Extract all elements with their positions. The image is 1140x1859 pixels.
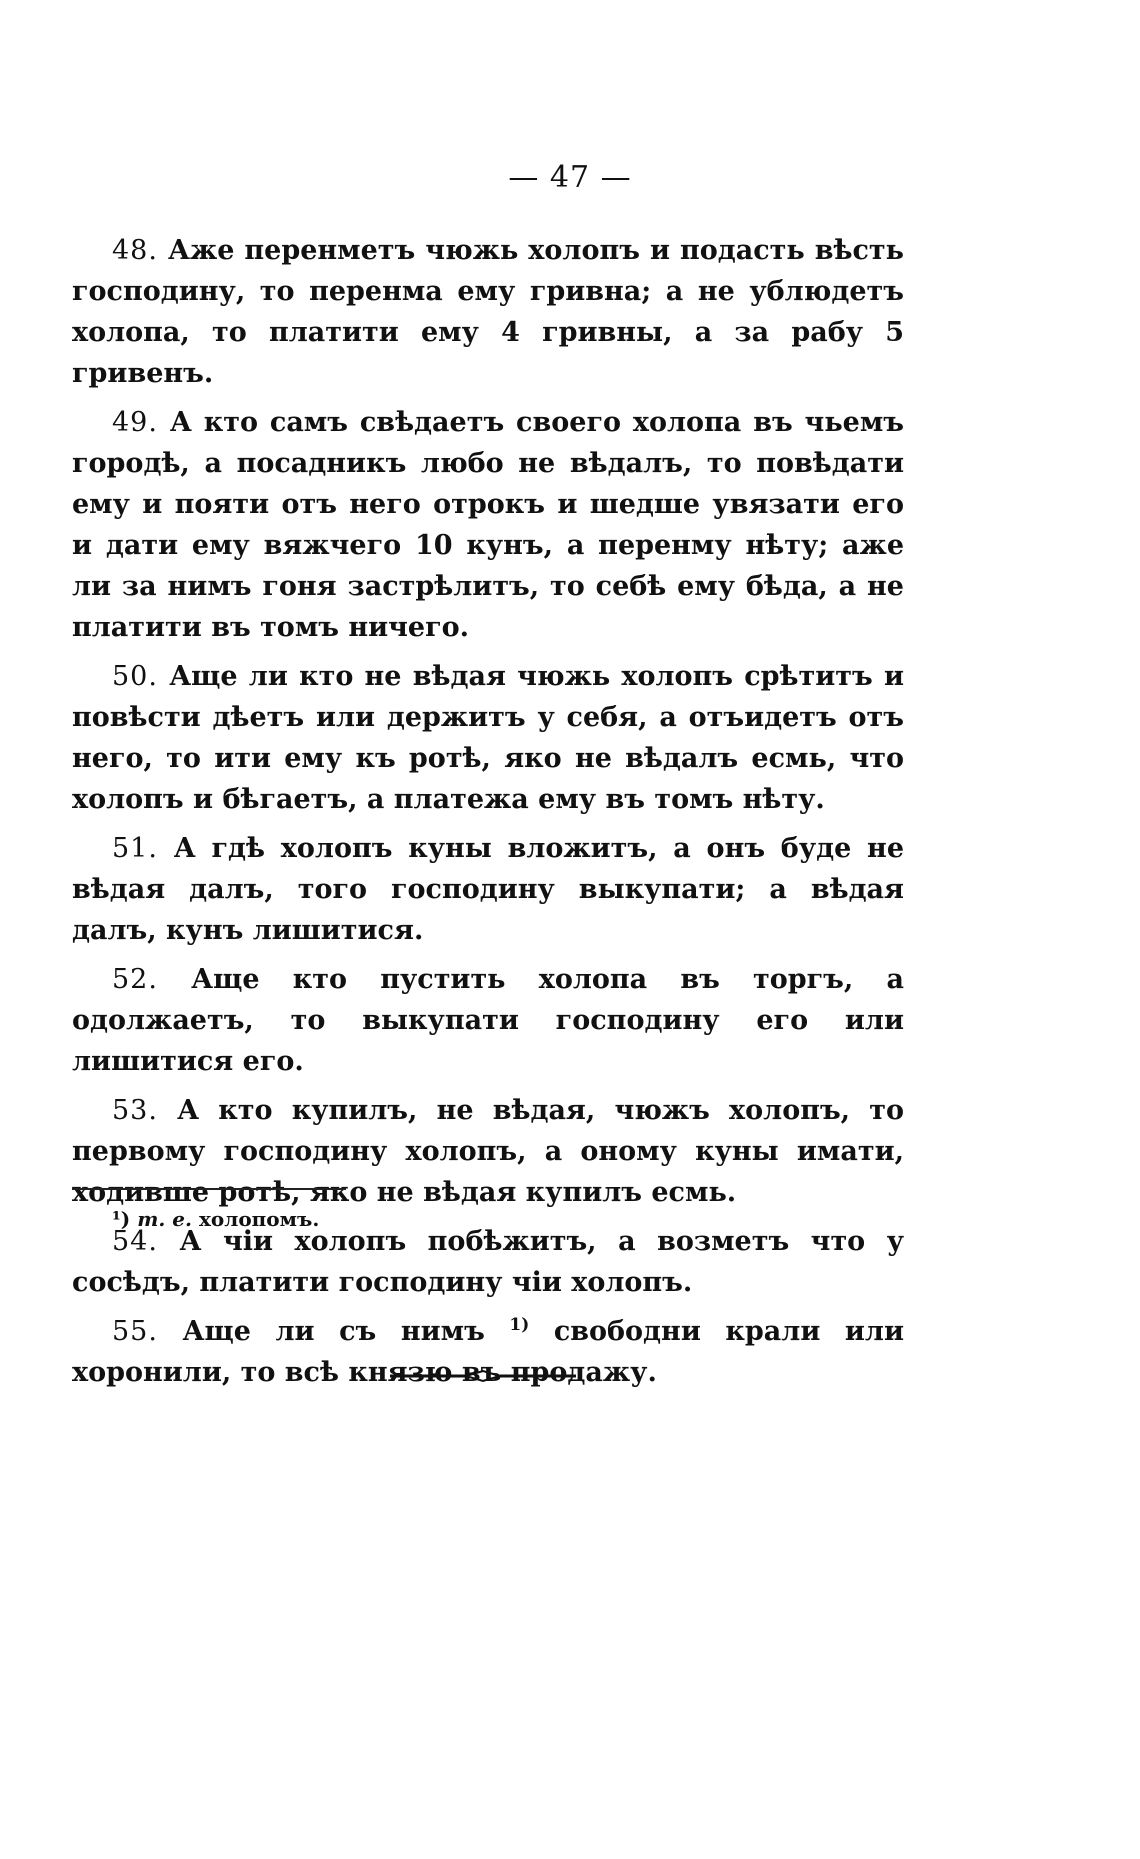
article-54 <box>72 1221 904 1303</box>
footnote-marker: ¹) <box>112 1207 131 1231</box>
footnote-abbreviation: т. е. <box>137 1207 192 1231</box>
article-53 <box>72 1090 904 1213</box>
article-49 <box>72 402 904 648</box>
article-text: А кто самъ свѣдаетъ своего холопа въ чьемъ городѣ, а посадникъ любо не вѣдалъ, то повѣдати ему и пояти отъ него отрокъ и шедше увязати его и дати ему вяжчего 10 кунъ, а перенму нѣту; аже ли за нимъ гоня застрѣлитъ, то себѣ ему бѣда, а не платити въ томъ ничего. <box>72 407 904 643</box>
footnote-text: холопомъ. <box>198 1207 320 1231</box>
article-text: А чіи холопъ побѣжитъ, а возметъ что у сосѣдъ, платити господину чіи холопъ. <box>72 1226 904 1298</box>
page-number: — 47 — <box>508 160 632 195</box>
article-text: А кто купилъ, не вѣдая, чюжъ холопъ, то первому господину холопъ, а оному куны имати, ходивше ротѣ, яко не вѣдая купилъ есмь. <box>72 1095 904 1208</box>
article-number: 51. <box>112 833 158 864</box>
end-ornament-icon <box>390 1368 576 1384</box>
article-number: 55. <box>112 1316 158 1347</box>
article-50 <box>72 656 904 820</box>
article-number: 49. <box>112 407 158 438</box>
article-number: 53. <box>112 1095 158 1126</box>
article-number: 50. <box>112 661 158 692</box>
article-48 <box>72 230 904 394</box>
article-number: 48. <box>112 235 158 266</box>
article-51 <box>72 828 904 951</box>
article-text: Аще ли кто не вѣдая чюжь холопъ срѣтитъ и повѣсти дѣетъ или держитъ у себя, а отъидетъ отъ него, то ити ему къ ротѣ, яко не вѣдалъ есмь, что холопъ и бѣгаетъ, а платежа ему въ томъ нѣту. <box>72 661 904 815</box>
article-text: Аще ли съ нимъ <box>182 1316 485 1347</box>
footnote-divider <box>72 1188 346 1190</box>
article-text: Аще кто пустить холопа въ торгъ, а одолжаетъ, то выкупати господину его или лишитися его. <box>72 964 904 1077</box>
footnote-reference: 1) <box>509 1315 530 1335</box>
article-number: 52. <box>112 964 158 995</box>
article-number: 54. <box>112 1226 158 1257</box>
article-text: Аже перенметъ чюжь холопъ и подасть вѣсть господину, то перенма ему гривна; а не ублюдетъ холопа, то платити ему 4 гривны, а за рабу 5 гривенъ. <box>72 235 904 389</box>
article-text-continued: свободни крали или хоронили, то всѣ князю въ продажу. <box>72 1316 904 1388</box>
article-52 <box>72 959 904 1082</box>
footnote <box>112 1207 812 1231</box>
article-text: А гдѣ холопъ куны вложитъ, а онъ буде не вѣдая далъ, того господину выкупати; а вѣдая далъ, кунъ лишитися. <box>72 833 904 946</box>
